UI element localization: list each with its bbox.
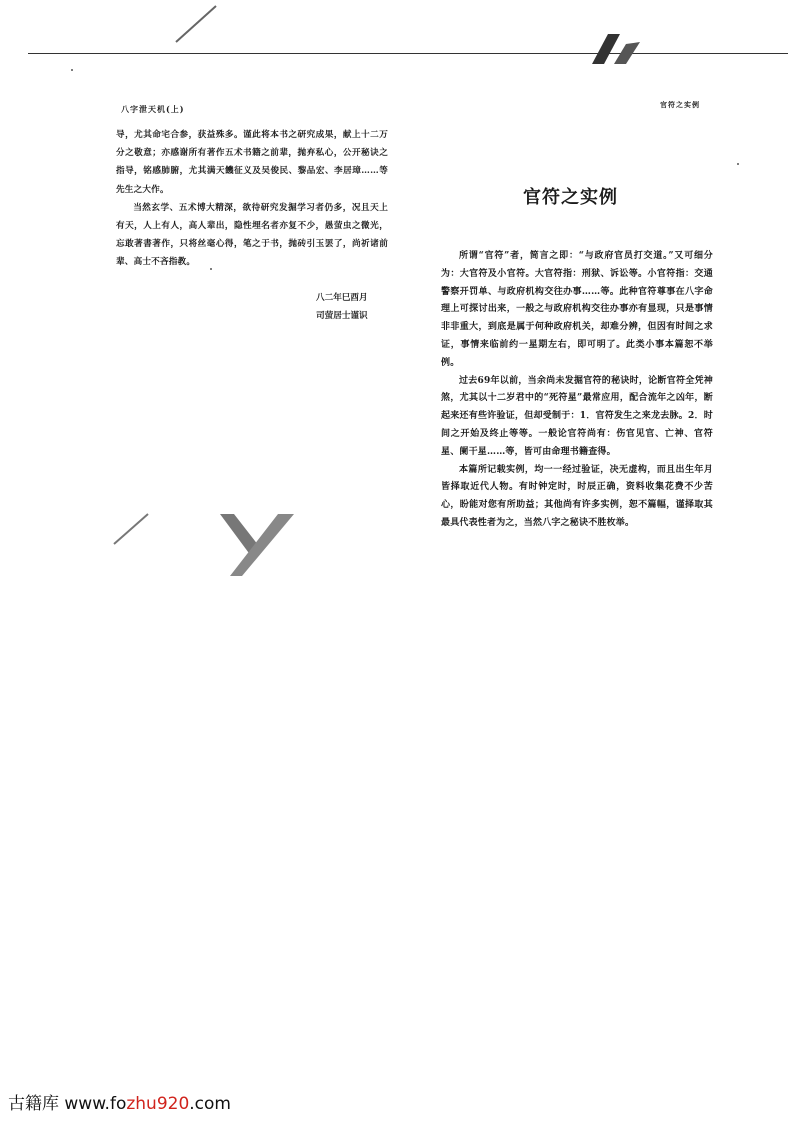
signature-date: 八二年巳酉月 — [316, 293, 368, 303]
scan-artifact-slash-left — [110, 512, 150, 546]
left-running-head: 八字泄天机(上) — [121, 104, 185, 114]
watermark-url-suffix: .com — [189, 1094, 231, 1114]
scan-dot — [737, 163, 739, 165]
right-running-head: 官符之实例 — [660, 100, 700, 109]
right-paragraph: 本篇所记载实例，均一一经过验证，决无虚构，而且出生年月皆择取近代人物。有时钟定时，时辰正确，资料收集花费不少苦心，盼能对您有所助益；其他尚有许多实例，恕不篇幅，谨择取其最具代表性者为之，当然八字之秘诀不胜枚举。 — [441, 464, 713, 528]
scan-artifact-slash-top — [172, 4, 218, 44]
watermark-label: 古籍库 — [8, 1094, 59, 1114]
left-paragraph: 导，尤其命宅合参，获益殊多。谨此将本书之研究成果，献上十二万分之敬意；亦感谢所有著作五术书籍之前辈，抛弃私心，公开秘诀之指导，铭感肺腑，尤其满天饑征义及吴俊民、黎品宏、李居璋……等先生之大作。 — [116, 130, 388, 195]
left-page-body — [116, 126, 388, 272]
site-watermark — [8, 1089, 231, 1114]
left-paragraph: 当然玄学、五术博大精深，欲待研究发掘学习者仍多，况且天上有天，人上有人，高人辈出，隐性埋名者亦复不少，愚萤虫之微光，忘敢著書著作，只将丝毫心得，笔之于书，抛砖引玉罢了，尚祈诸前辈、高士不吝指教。 — [116, 202, 388, 268]
scan-border-line — [28, 53, 788, 54]
signature-block — [316, 289, 368, 325]
scan-artifact-y-shape — [218, 512, 298, 578]
scan-dot — [210, 268, 212, 270]
right-paragraph: 所谓“官符”者，简言之即：“与政府官员打交道。”又可细分为：大官符及小官符。大官符指：刑狱、诉讼等。小官符指：交通警察开罚单、与政府机构交往办事……等。此种官符尊事在八字命理上可探讨出来，一般之与政府机构交往办事亦有显现，只是事情非非重大，到底是属于何种政府机关，却难分辨，但因有时间之求证，事情来临前约一星期左右，即可明了。此类小事本篇恕不举例。 — [441, 251, 713, 368]
chapter-title: 官符之实例 — [523, 187, 618, 208]
right-paragraph: 过去69年以前，当余尚未发掘官符的秘诀时，论断官符全凭神煞，尤其以十二岁君中的“死符星”最常应用，配合流年之凶年，断起来还有些许验证，但却受制于：1．官符发生之来龙去脉。2．时间之开始及终止等等。一般论官符尚有：伤官见官、亡神、官符星、阑干星……等，皆可由命理书籍查得。 — [441, 375, 713, 457]
signature-author: 司萤居士谨识 — [316, 311, 368, 321]
right-page-body — [441, 248, 713, 528]
watermark-url-prefix: www.fo — [64, 1094, 127, 1114]
watermark-url-red: zhu920 — [126, 1094, 190, 1114]
scan-artifact-arrow-icon — [590, 30, 642, 66]
scan-dot — [71, 69, 73, 71]
